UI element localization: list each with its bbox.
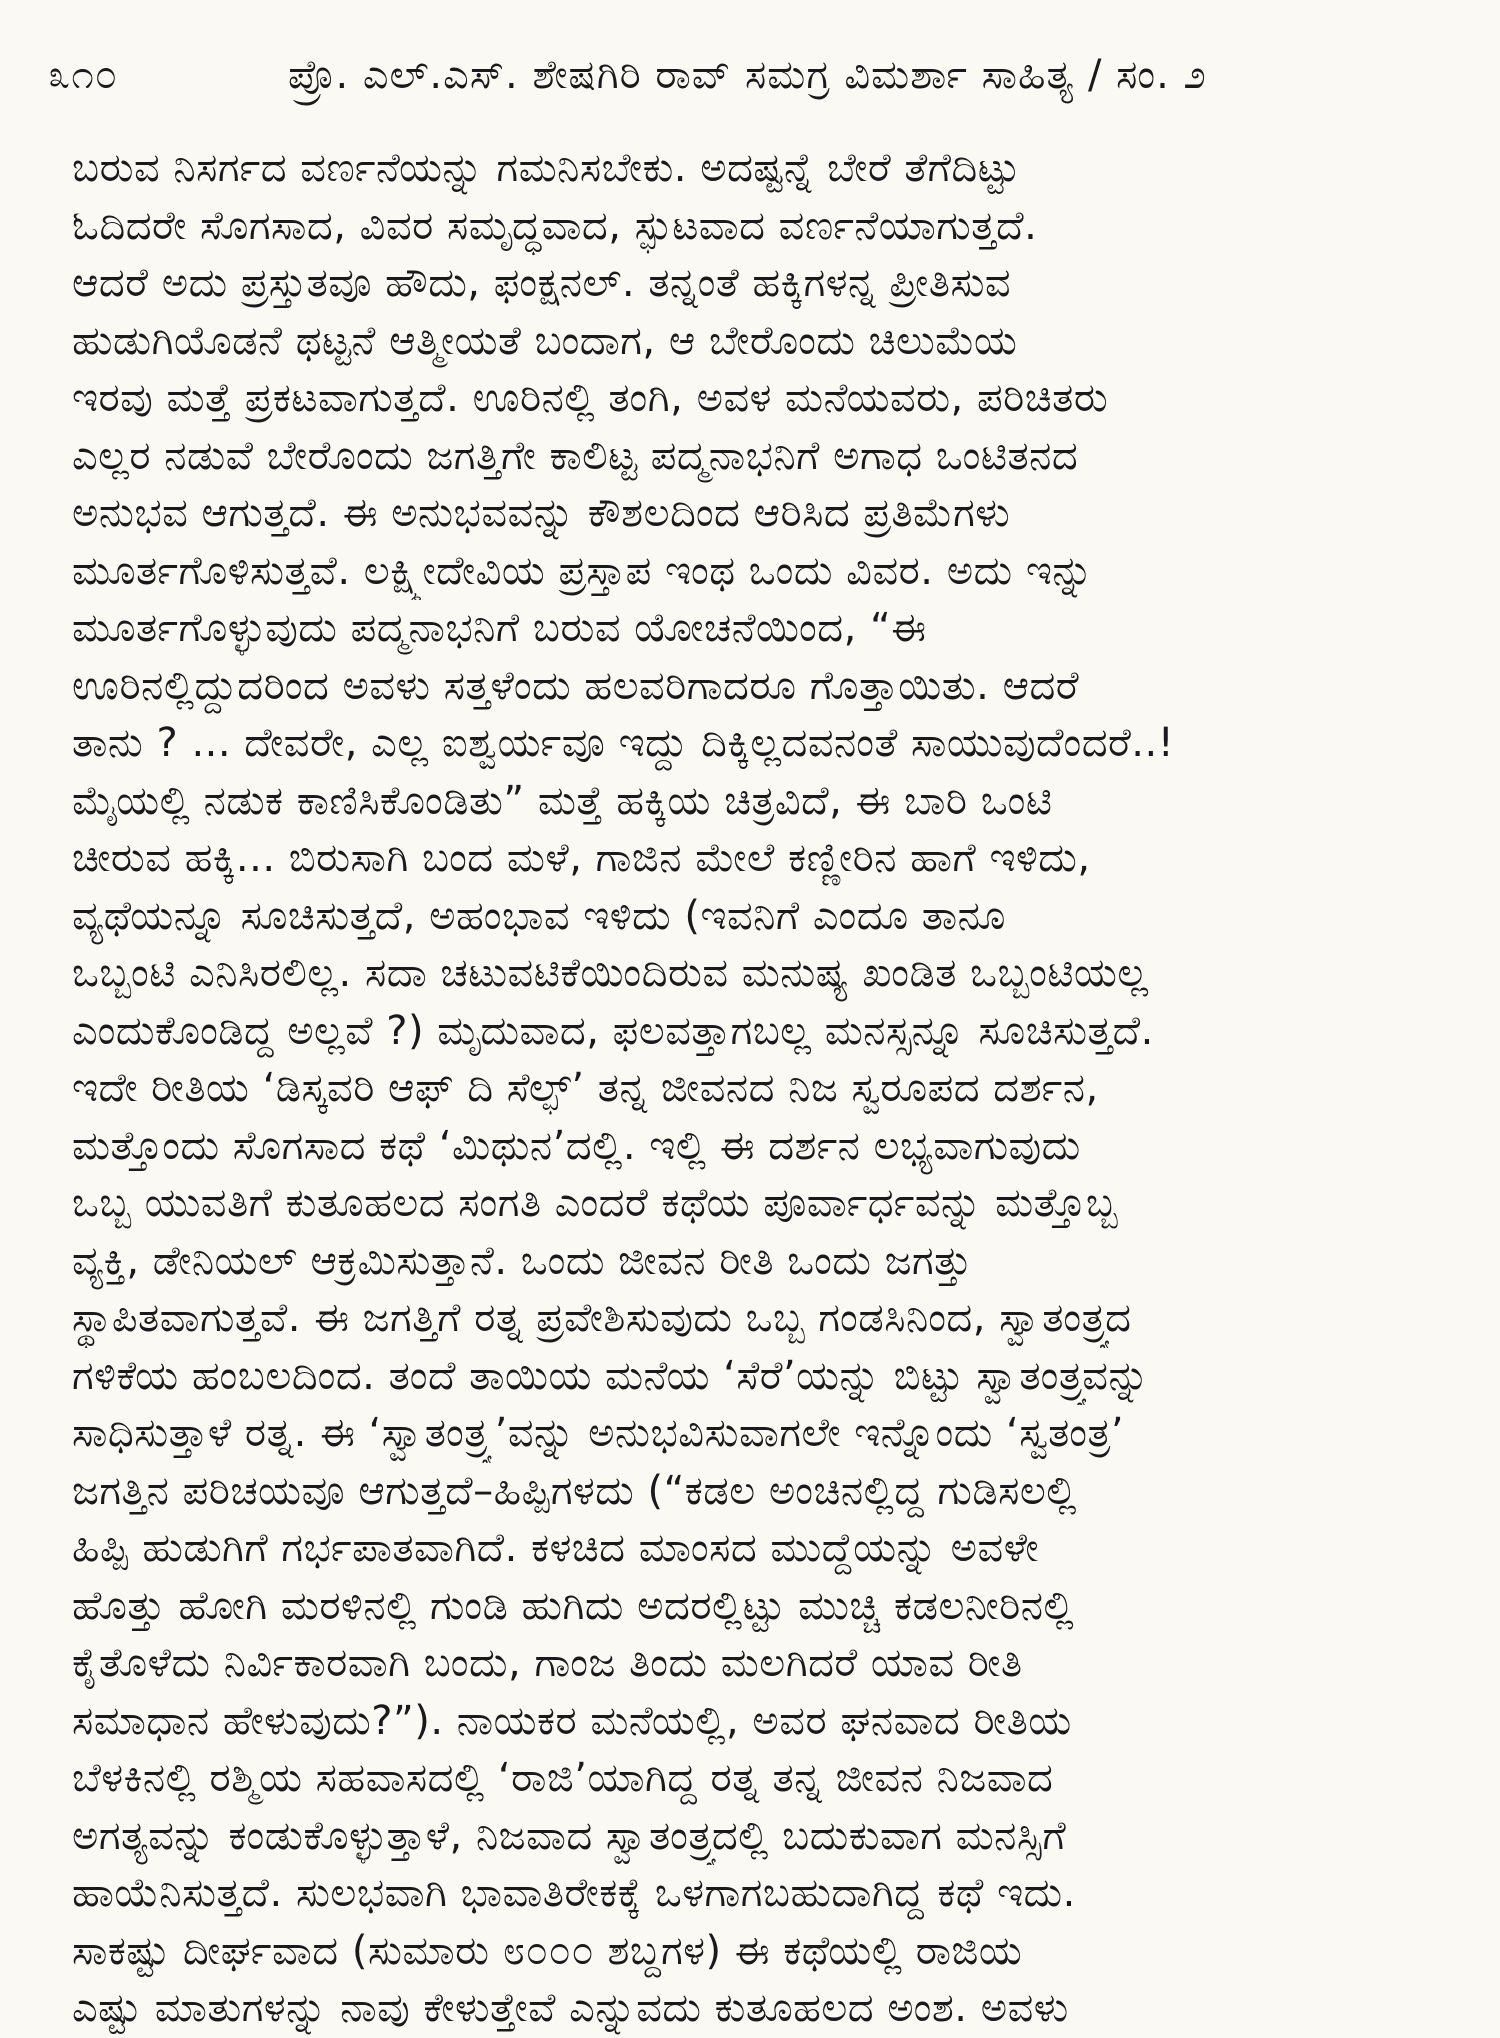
text-line: ಸಮಾಧಾನ ಹೇಳುವುದು?”). ನಾಯಕರ ಮನೆಯಲ್ಲಿ, ಅವರ ಘನವಾದ ರೀತಿಯ xyxy=(72,1697,1072,1744)
text-line: ಎಲ್ಲರ ನಡುವೆ ಬೇರೊಂದು ಜಗತ್ತಿಗೇ ಕಾಲಿಟ್ಟ ಪದ್ಮನಾಭನಿಗೆ ಅಗಾಧ ಒಂಟಿತನದ xyxy=(72,432,1079,479)
text-line: ಮತ್ತೊಂದು ಸೊಗಸಾದ ಕಥೆ ‘ಮಿಥುನ’ದಲ್ಲಿ. ಇಲ್ಲಿ ಈ ದರ್ಶನ ಲಭ್ಯವಾಗುವುದು xyxy=(72,1122,1081,1169)
text-line: ಎಷ್ಟು ಮಾತುಗಳನ್ನು ನಾವು ಕೇಳುತ್ತೇವೆ ಎನ್ನುವದು ಕುತೂಹಲದ ಅಂಶ. ಅವಳು xyxy=(72,1985,1069,2031)
text-line: ಅನುಭವ ಆಗುತ್ತದೆ. ಈ ಅನುಭವವನ್ನು ಕೌಶಲದಿಂದ ಆರಿಸಿದ ಪ್ರತಿಮೆಗಳು xyxy=(72,490,1011,536)
text-line: ಒಬ್ಬಂಟಿ ಎನಿಸಿರಲಿಲ್ಲ. ಸದಾ ಚಟುವಟಿಕೆಯಿಂದಿರುವ ಮನುಷ್ಯ ಖಂಡಿತ ಒಬ್ಬಂಟಿಯಲ್ಲ xyxy=(72,950,1149,996)
text-line: ಇರವು ಮತ್ತೆ ಪ್ರಕಟವಾಗುತ್ತದೆ. ಊರಿನಲ್ಲಿ ತಂಗಿ, ಅವಳ ಮನೆಯವರು, ಪರಿಚಿತರು xyxy=(72,375,1109,421)
text-line: ತಾನು ? ... ದೇವರೇ, ಎಲ್ಲ ಐಶ್ವರ್ಯವೂ ಇದ್ದು ದಿಕ್ಕಿಲ್ಲದವನಂತೆ ಸಾಯುವುದೆಂದರೆ..! xyxy=(72,720,1175,766)
text-line: ಅಗತ್ಯವನ್ನು ಕಂಡುಕೊಳ್ಳುತ್ತಾಳೆ, ನಿಜವಾದ ಸ್ವಾತಂತ್ರ್ಯದಲ್ಲಿ ಬದುಕುವಾಗ ಮನಸ್ಸಿಗೆ xyxy=(72,1812,1067,1859)
page-number: ೩೧೦ xyxy=(48,52,119,98)
text-line: ಬೆಳಕಿನಲ್ಲಿ ರಶ್ಮಿಯ ಸಹವಾಸದಲ್ಲಿ ‘ರಾಜಿ’ಯಾಗಿದ್ದ ರತ್ನ ತನ್ನ ಜೀವನ ನಿಜವಾದ xyxy=(72,1755,1054,1801)
text-line: ಸ್ಥಾಪಿತವಾಗುತ್ತವೆ. ಈ ಜಗತ್ತಿಗೆ ರತ್ನ ಪ್ರವೇಶಿಸುವುದು ಒಬ್ಬ ಗಂಡಸಿನಿಂದ, ಸ್ವಾತಂತ್ರ್ಯದ xyxy=(72,1295,1132,1341)
text-line: ಹಾಯೆನಿಸುತ್ತದೆ. ಸುಲಭವಾಗಿ ಭಾವಾತಿರೇಕಕ್ಕೆ ಒಳಗಾಗಬಹುದಾಗಿದ್ದ ಕಥೆ ಇದು. xyxy=(72,1870,1076,1916)
text-line: ಹುಡುಗಿಯೊಡನೆ ಥಟ್ಟನೆ ಆತ್ಮೀಯತೆ ಬಂದಾಗ, ಆ ಬೇರೊಂದು ಚಿಲುಮೆಯ xyxy=(72,317,1018,364)
text-line: ಮೂರ್ತಗೊಳಿಸುತ್ತವೆ. ಲಕ್ಷ್ಮೀದೇವಿಯ ಪ್ರಸ್ತಾಪ ಇಂಥ ಒಂದು ವಿವರ. ಅದು ಇನ್ನು xyxy=(72,547,1094,594)
text-line: ಚೀರುವ ಹಕ್ಕಿ... ಬಿರುಸಾಗಿ ಬಂದ ಮಳೆ, ಗಾಜಿನ ಮೇಲೆ ಕಣ್ಣೀರಿನ ಹಾಗೆ ಇಳಿದು, xyxy=(72,835,1091,881)
text-line: ಹಿಪ್ಪಿ ಹುಡುಗಿಗೆ ಗರ್ಭಪಾತವಾಗಿದೆ. ಕಳಚಿದ ಮಾಂಸದ ಮುದ್ದೆಯನ್ನು ಅವಳೇ xyxy=(72,1525,1040,1571)
text-line: ಹೊತ್ತು ಹೋಗಿ ಮರಳಿನಲ್ಲಿ ಗುಂಡಿ ಹುಗಿದು ಅದರಲ್ಲಿಟ್ಟು ಮುಚ್ಚಿ ಕಡಲನೀರಿನಲ್ಲಿ xyxy=(72,1582,1075,1629)
text-line: ಇದೇ ರೀತಿಯ ‘ಡಿಸ್ಕವರಿ ಆಫ್ ದಿ ಸೆಲ್ಫ್’ ತನ್ನ ಜೀವನದ ನಿಜ ಸ್ವರೂಪದ ದರ್ಶನ, xyxy=(72,1065,1099,1111)
running-title: ಪ್ರೊ. ಎಲ್.ಎಸ್. ಶೇಷಗಿರಿ ರಾವ್ ಸಮಗ್ರ ವಿಮರ್ಶಾ ಸಾಹಿತ್ಯ / ಸಂ. ೨ xyxy=(288,52,1207,98)
text-line: ಸಾಧಿಸುತ್ತಾಳೆ ರತ್ನ. ಈ ‘ಸ್ವಾತಂತ್ರ್ಯ’ವನ್ನು ಅನುಭವಿಸುವಾಗಲೇ ಇನ್ನೊಂದು ‘ಸ್ವತಂತ್ರ’ xyxy=(72,1410,1125,1456)
text-line: ಓದಿದರೇ ಸೊಗಸಾದ, ವಿವರ ಸಮೃದ್ಧವಾದ, ಸ್ಫುಟವಾದ ವರ್ಣನೆಯಾಗುತ್ತದೆ. xyxy=(72,202,1038,249)
text-line: ಮೂರ್ತಗೊಳ್ಳುವುದು ಪದ್ಮನಾಭನಿಗೆ ಬರುವ ಯೋಚನೆಯಿಂದ, “ಈ xyxy=(72,605,927,651)
text-line: ಒಬ್ಬ ಯುವತಿಗೆ ಕುತೂಹಲದ ಸಂಗತಿ ಎಂದರೆ ಕಥೆಯ ಪೂರ್ವಾರ್ಧವನ್ನು ಮತ್ತೊಬ್ಬ xyxy=(72,1180,1119,1226)
text-line: ಆದರೆ ಅದು ಪ್ರಸ್ತುತವೂ ಹೌದು, ಫಂಕ್ಷನಲ್. ತನ್ನಂತೆ ಹಕ್ಕಿಗಳನ್ನ ಪ್ರೀತಿಸುವ xyxy=(72,260,1012,306)
text-line: ವ್ಯಕ್ತಿ, ಡೇನಿಯಲ್ ಆಕ್ರಮಿಸುತ್ತಾನೆ. ಒಂದು ಜೀವನ ರೀತಿ ಒಂದು ಜಗತ್ತು xyxy=(72,1237,972,1284)
text-line: ಕೈತೊಳೆದು ನಿರ್ವಿಕಾರವಾಗಿ ಬಂದು, ಗಾಂಜ ತಿಂದು ಮಲಗಿದರೆ ಯಾವ ರೀತಿ xyxy=(72,1640,1023,1686)
body-text xyxy=(72,140,1492,2038)
text-line: ಸಾಕಷ್ಟು ದೀರ್ಘವಾದ (ಸುಮಾರು ೮೦೦೦ ಶಬ್ದಗಳ) ಈ ಕಥೆಯಲ್ಲಿ ರಾಜಿಯ xyxy=(72,1927,1023,1974)
text-line: ಎಂದುಕೊಂಡಿದ್ದ ಅಲ್ಲವೆ ?) ಮೃದುವಾದ, ಫಲವತ್ತಾಗಬಲ್ಲ ಮನಸ್ಸನ್ನೂ ಸೂಚಿಸುತ್ತದೆ. xyxy=(72,1007,1154,1054)
text-line: ಜಗತ್ತಿನ ಪರಿಚಯವೂ ಆಗುತ್ತದೆ–ಹಿಪ್ಪಿಗಳದು (“ಕಡಲ ಅಂಚಿನಲ್ಲಿದ್ದ ಗುಡಿಸಲಲ್ಲಿ xyxy=(72,1467,1078,1514)
text-line: ಬರುವ ನಿಸರ್ಗದ ವರ್ಣನೆಯನ್ನು ಗಮನಿಸಬೇಕು. ಅದಷ್ಟನ್ನೆ ಬೇರೆ ತೆಗೆದಿಟ್ಟು xyxy=(72,145,1020,191)
running-header xyxy=(48,40,1500,110)
text-line: ಗಳಿಕೆಯ ಹಂಬಲದಿಂದ. ತಂದೆ ತಾಯಿಯ ಮನೆಯ ‘ಸೆರೆ’ಯನ್ನು ಬಿಟ್ಟು ಸ್ವಾತಂತ್ರ್ಯವನ್ನು xyxy=(72,1352,1150,1399)
text-line: ಊರಿನಲ್ಲಿದ್ದುದರಿಂದ ಅವಳು ಸತ್ತಳೆಂದು ಹಲವರಿಗಾದರೂ ಗೊತ್ತಾಯಿತು. ಆದರೆ xyxy=(72,662,1080,709)
text-line: ಮೈಯಲ್ಲಿ ನಡುಕ ಕಾಣಿಸಿಕೊಂಡಿತು” ಮತ್ತೆ ಹಕ್ಕಿಯ ಚಿತ್ರವಿದೆ, ಈ ಬಾರಿ ಒಂಟಿ xyxy=(72,777,1053,824)
text-line: ವ್ಯಥೆಯನ್ನೂ ಸೂಚಿಸುತ್ತದೆ, ಅಹಂಭಾವ ಇಳಿದು (ಇವನಿಗೆ ಎಂದೂ ತಾನೂ xyxy=(72,892,1006,939)
